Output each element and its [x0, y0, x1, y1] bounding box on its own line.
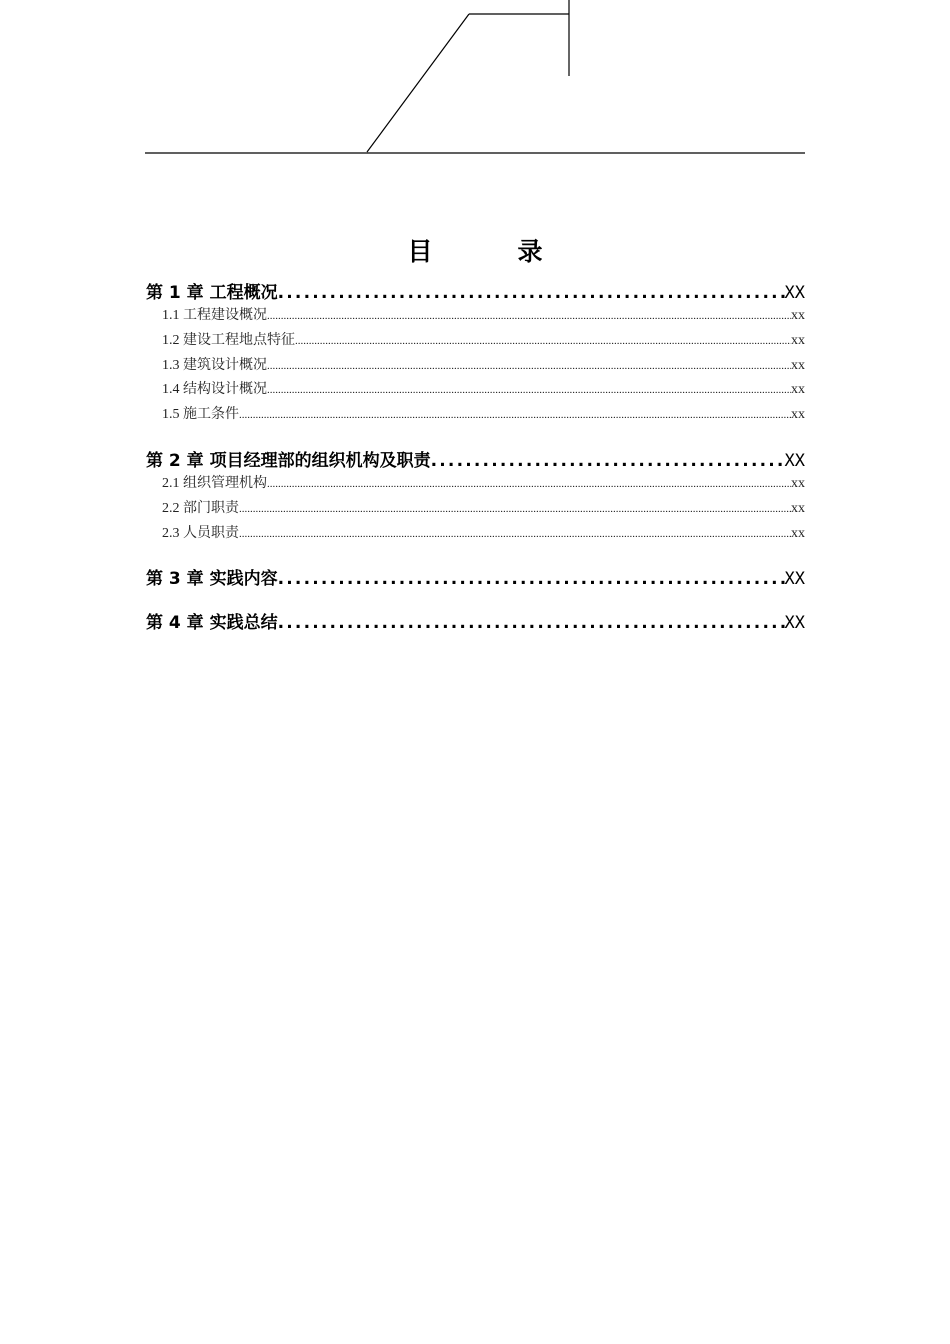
- dot-leader: [267, 478, 791, 490]
- section-title: 1.1 工程建设概况: [162, 308, 267, 323]
- header-diagonal-line: [367, 14, 469, 152]
- header-line-art: [0, 0, 950, 160]
- chapter-title: 第 1 章 工程概况: [146, 283, 278, 303]
- section-title: 2.1 组织管理机构: [162, 475, 267, 491]
- chapter-title: 第 4 章 实践总结: [146, 613, 278, 634]
- page-number: xx: [791, 357, 805, 373]
- dot-leader: [295, 335, 791, 347]
- dot-leader: [267, 384, 791, 396]
- page-number: XX: [784, 450, 805, 471]
- page-number: xx: [791, 407, 805, 423]
- table-of-contents: [146, 278, 805, 634]
- page-number: xx: [791, 500, 805, 516]
- dot-leader: [267, 310, 791, 322]
- page-number: XX: [784, 613, 805, 634]
- page-number: xx: [791, 382, 805, 398]
- dot-leader: [278, 283, 785, 303]
- dot-leader: [278, 569, 785, 589]
- toc-section-1-3[interactable]: [146, 354, 805, 379]
- page-number: xx: [791, 332, 805, 348]
- section-title: 2.2 部门职责: [162, 500, 239, 516]
- dot-leader: [239, 503, 791, 515]
- toc-section-2-1[interactable]: [146, 472, 805, 497]
- section-title: 1.3 建筑设计概况: [162, 357, 267, 373]
- toc-section-1-4[interactable]: [146, 378, 805, 403]
- toc-chapter-3[interactable]: [146, 564, 805, 590]
- toc-section-2-3[interactable]: [146, 522, 805, 547]
- toc-section-1-1[interactable]: [146, 304, 805, 329]
- toc-section-1-2[interactable]: [146, 329, 805, 354]
- section-title: 1.2 建设工程地点特征: [162, 332, 295, 348]
- dot-leader: [239, 528, 791, 540]
- dot-leader: [278, 613, 785, 633]
- page-number: xx: [791, 475, 805, 491]
- section-title: 2.3 人员职责: [162, 525, 239, 541]
- toc-chapter-4[interactable]: [146, 608, 805, 634]
- chapter-title: 第 3 章 实践内容: [146, 569, 278, 590]
- page-number: xx: [791, 525, 805, 541]
- dot-leader: [239, 409, 791, 421]
- page-number: xx: [791, 308, 805, 323]
- toc-section-1-5[interactable]: [146, 403, 805, 428]
- page-number: XX: [784, 283, 805, 303]
- section-title: 1.5 施工条件: [162, 407, 239, 423]
- dot-leader: [431, 451, 785, 471]
- chapter-title: 第 2 章 项目经理部的组织机构及职责: [146, 450, 431, 471]
- toc-chapter-2[interactable]: [146, 446, 805, 472]
- dot-leader: [267, 360, 791, 372]
- toc-section-2-2[interactable]: [146, 497, 805, 522]
- toc-title: 目 录: [407, 237, 573, 266]
- toc-chapter-1[interactable]: [146, 278, 805, 304]
- section-title: 1.4 结构设计概况: [162, 382, 267, 398]
- page-number: XX: [784, 569, 805, 590]
